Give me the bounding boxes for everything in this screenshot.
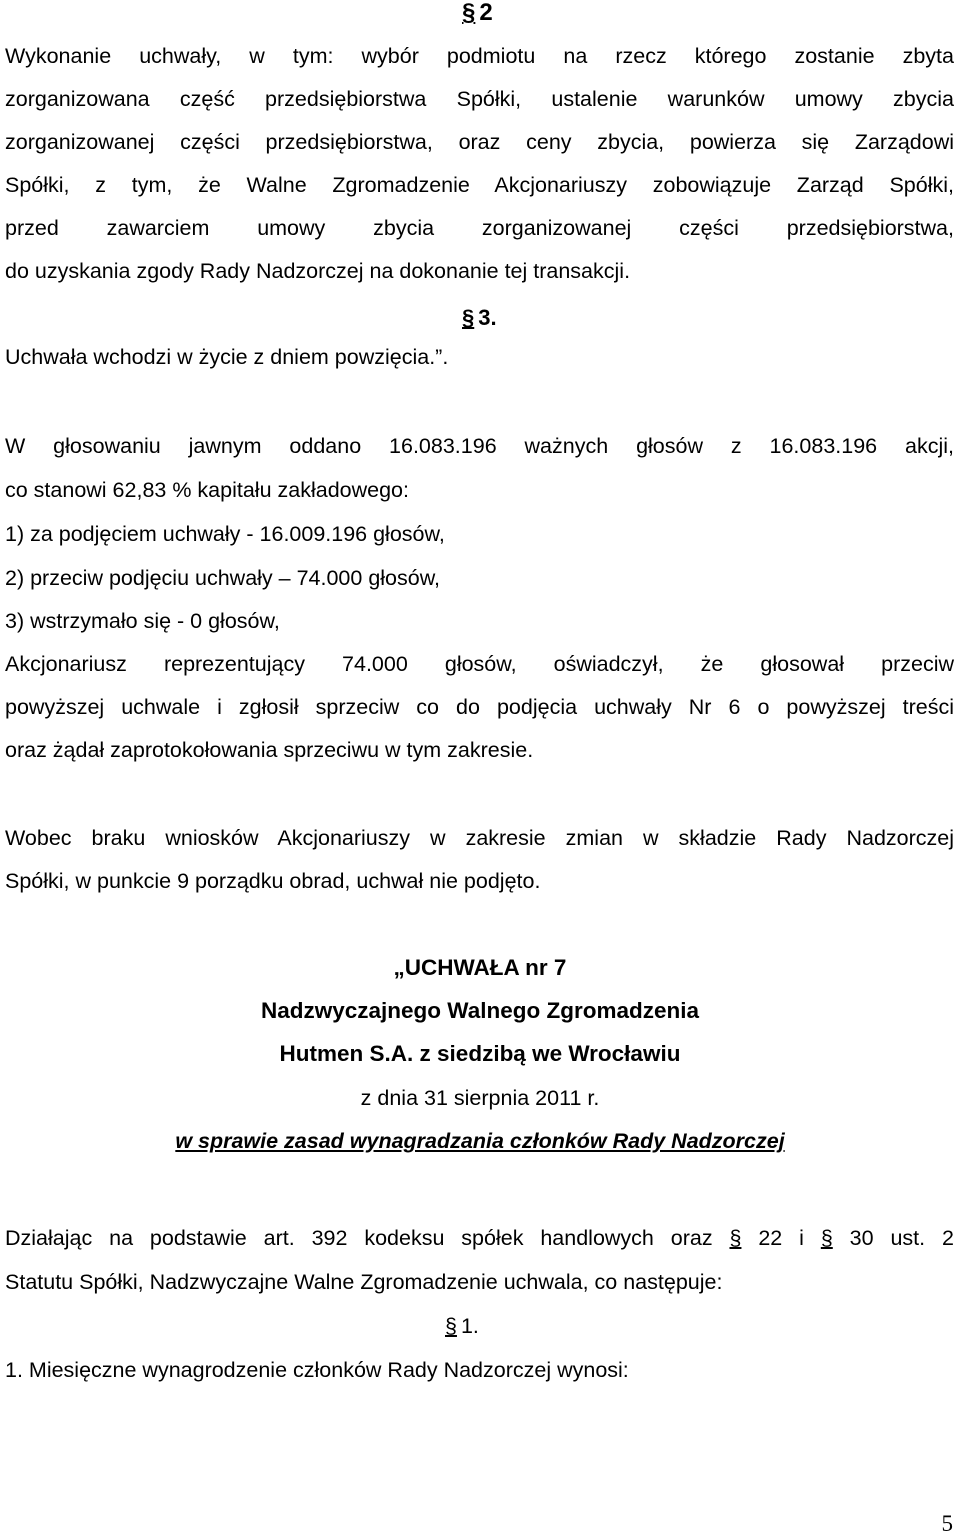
voting-result-against: 2) przeciw podjęciu uchwały – 74.000 głosów,: [5, 566, 441, 590]
paragraph-line: zorganizowanej części przedsiębiorstwa, oraz ceny zbycia, powierza się Zarządowi: [5, 130, 954, 154]
no-motions-line: Wobec braku wniosków Akcjonariuszy w zakresie zmian w składzie Rady Nadzorczej: [5, 826, 954, 850]
section-number: 1.: [460, 1314, 479, 1338]
section-3-heading: [462, 305, 497, 331]
resolution-date: z dnia 31 sierpnia 2011 r.: [360, 1086, 600, 1110]
section-symbol: §: [820, 1226, 833, 1250]
legal-basis-text: 22 i: [741, 1226, 821, 1250]
section-symbol: §: [462, 0, 476, 26]
section-1-heading: [445, 1313, 479, 1339]
legal-basis-text: Działając na podstawie art. 392 kodeksu spółek handlowych oraz: [5, 1226, 713, 1250]
voting-result-abstain: 3) wstrzymało się - 0 głosów,: [5, 609, 280, 633]
section-symbol: §: [729, 1226, 742, 1250]
paragraph-line: Spółki, z tym, że Walne Zgromadzenie Akcjonariuszy zobowiązuje Zarząd Spółki,: [5, 173, 954, 197]
paragraph-line: Wykonanie uchwały, w tym: wybór podmiotu na rzecz którego zostanie zbyta: [5, 44, 954, 68]
resolution-title: „UCHWAŁA nr 7: [393, 955, 567, 980]
legal-basis-line: Statutu Spółki, Nadzwyczajne Walne Zgromadzenie uchwala, co następuje:: [5, 1270, 723, 1294]
objection-line: powyższej uchwale i zgłosił sprzeciw co do podjęcia uchwały Nr 6 o powyższej treści: [5, 695, 954, 719]
effective-text: Uchwała wchodzi w życie z dniem powzięcia.”.: [5, 345, 449, 369]
section-number: 2: [479, 0, 493, 26]
page-number: 5: [941, 1511, 953, 1536]
section-2-heading: [462, 0, 493, 26]
point-1: 1. Miesięczne wynagrodzenie członków Rady Nadzorczej wynosi:: [5, 1358, 629, 1382]
voting-result-for: 1) za podjęciem uchwały - 16.009.196 głosów,: [5, 522, 445, 546]
resolution-company: Hutmen S.A. z siedzibą we Wrocławiu: [279, 1041, 681, 1066]
resolution-body: Nadzwyczajnego Walnego Zgromadzenia: [261, 998, 699, 1023]
objection-line: oraz żądał zaprotokołowania sprzeciwu w tym zakresie.: [5, 738, 534, 762]
no-motions-line: Spółki, w punkcie 9 porządku obrad, uchwał nie podjęto.: [5, 869, 541, 893]
section-symbol: §: [462, 305, 475, 330]
paragraph-line: zorganizowana część przedsiębiorstwa Spółki, ustalenie warunków umowy zbycia: [5, 87, 954, 111]
resolution-subject: w sprawie zasad wynagradzania członków Rady Nadzorczej: [175, 1129, 785, 1153]
legal-basis-text: 30 ust. 2: [832, 1226, 954, 1250]
paragraph-line: do uzyskania zgody Rady Nadzorczej na dokonanie tej transakcji.: [5, 259, 631, 283]
legal-basis-line: [5, 1225, 954, 1251]
voting-summary-line: W głosowaniu jawnym oddano 16.083.196 ważnych głosów z 16.083.196 akcji,: [5, 434, 954, 458]
section-symbol: §: [445, 1314, 457, 1338]
section-number: 3.: [478, 305, 497, 330]
objection-line: Akcjonariusz reprezentujący 74.000 głosów, oświadczył, że głosował przeciw: [5, 652, 954, 676]
paragraph-line: przed zawarciem umowy zbycia zorganizowanej części przedsiębiorstwa,: [5, 216, 954, 240]
voting-summary-line: co stanowi 62,83 % kapitału zakładowego:: [5, 478, 409, 502]
